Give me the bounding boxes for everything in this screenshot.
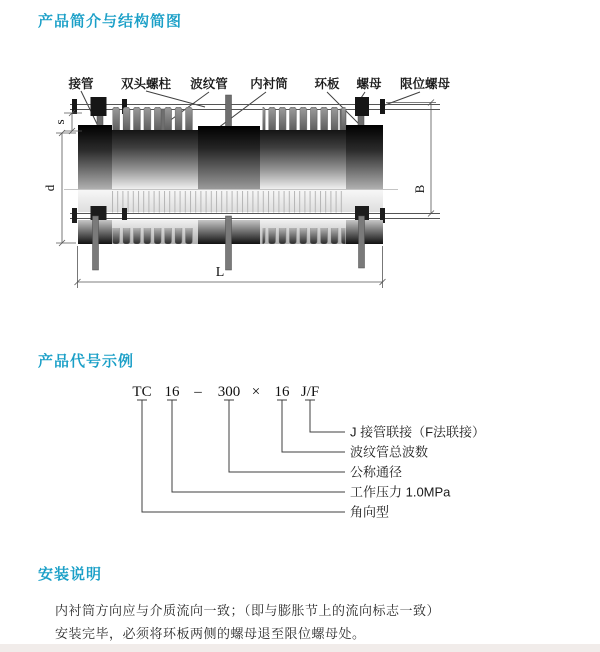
bellows-lower-right: [263, 228, 346, 244]
dim-label-L: L: [215, 265, 225, 280]
install-note-line1: 内衬筒方向应与介质流向一致；（即与膨胀节上的流向标志一致）: [55, 603, 441, 618]
label-ring-plate: 环板: [314, 77, 340, 91]
label-bellows: 波纹管: [190, 77, 228, 91]
bellows-lower-left: [113, 228, 196, 244]
dim-s: [52, 110, 82, 134]
label-nut: 螺母: [356, 77, 382, 91]
bellows-upper-right: [263, 107, 346, 133]
install-note-line2: 安装完毕，必须将环板两侧的螺母退至限位螺母处。: [55, 626, 366, 641]
code-seg-dash: –: [194, 384, 202, 400]
body-end-right: [346, 125, 383, 189]
dim-label-s: s: [52, 119, 67, 125]
code-callouts: [350, 425, 485, 520]
dim-d: [42, 130, 76, 246]
label-connecting-pipe: 接管: [68, 77, 94, 91]
code-seg-times: ×: [251, 384, 261, 400]
code-example-diagram: [100, 372, 530, 532]
code-callout-lines: [137, 400, 345, 512]
callout-working-pressure: 工作压力 1.0MPa: [350, 484, 451, 500]
dim-label-B: B: [412, 184, 427, 194]
footer-band: [0, 644, 600, 652]
callout-angular-type: 角向型: [350, 504, 390, 520]
callout-connection: J 接管联接（F法联接）: [350, 424, 486, 440]
section-title-install: 安装说明: [38, 566, 103, 583]
callout-wave-count: 波纹管总波数: [350, 444, 429, 460]
callout-nominal-diameter: 公称通径: [350, 464, 403, 480]
inner-liner-band: [198, 126, 260, 189]
section-title-code: 产品代号示例: [38, 353, 135, 370]
part-labels: [67, 76, 450, 91]
code-seg-waves: 16: [274, 384, 290, 400]
code-seg-pressure: 16: [164, 384, 180, 400]
body-end-left: [78, 125, 112, 189]
label-limit-nut: 限位螺母: [399, 77, 451, 91]
dim-B: [386, 100, 436, 217]
code-seg-connection: J/F: [300, 384, 320, 400]
dim-label-d: d: [42, 184, 57, 192]
code-seg-type: TC: [132, 384, 152, 400]
section-title-intro: 产品简介与结构简图: [38, 13, 183, 30]
structure-diagram: [40, 70, 465, 300]
bellows-upper-left: [113, 107, 196, 133]
code-seg-diameter: 300: [217, 384, 241, 400]
code-segments: [132, 384, 319, 400]
label-double-stud: 双头螺柱: [120, 77, 172, 91]
lower-hatch: [112, 191, 343, 213]
label-inner-liner: 内衬筒: [250, 77, 288, 91]
